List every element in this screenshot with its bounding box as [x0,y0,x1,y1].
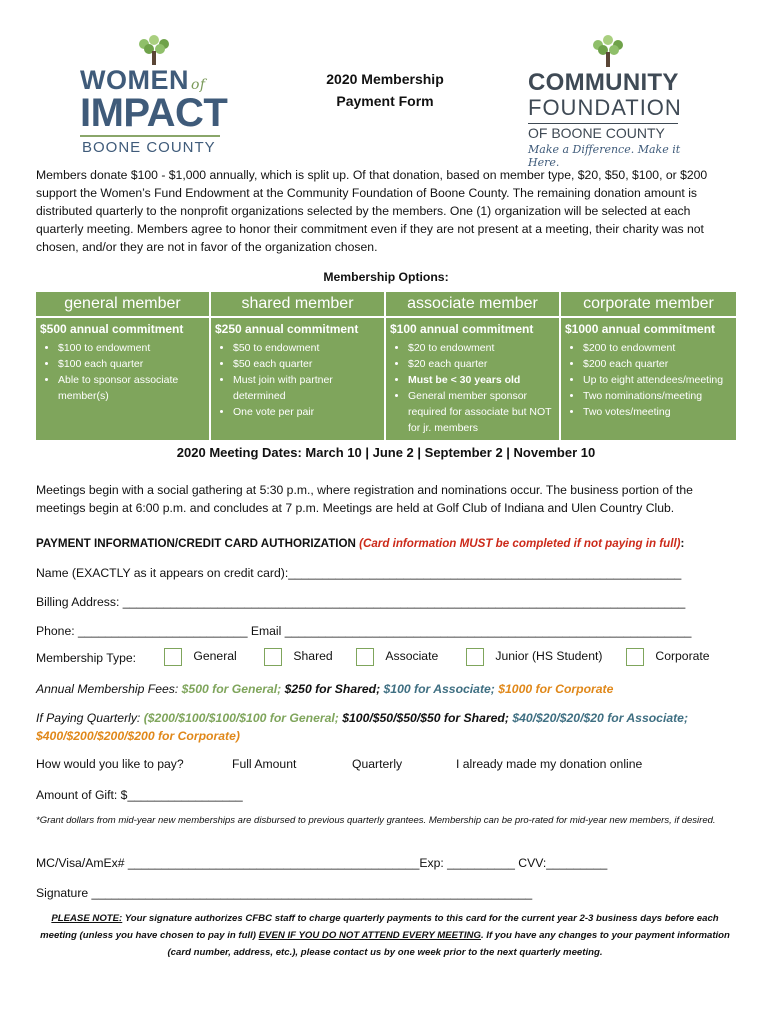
option-commitment: $250 annual commitment [215,322,359,336]
list-item: • $100 to endowment [58,340,205,356]
logo-of-text: of [190,77,206,93]
signature-field[interactable]: Signature _________________________________________________________________ [36,886,533,900]
annual-fees: Annual Membership Fees: $500 for General; $250 for Shared; $100 for Associate; $1000 for Corporate [36,682,614,696]
checkbox-label: Junior (HS Student) [495,649,603,664]
checkbox[interactable] [356,648,374,666]
grant-note: *Grant dollars from mid-year new memberships are disbursed to previous quarterly grantees. Membership can be pro-rated for mid-year new members, if desired. [36,815,716,826]
option-associate [386,292,561,440]
type-junior[interactable] [466,648,602,666]
type-corporate[interactable] [626,648,710,666]
pay-full-amount-option[interactable]: Full Amount [232,757,297,771]
membership-options-table [36,292,736,440]
option-name: general member [36,292,211,316]
list-item: • $200 each quarter [583,356,732,372]
how-to-pay-label: How would you like to pay? [36,757,184,771]
list-item: • One vote per pair [233,404,380,420]
name-field[interactable]: Name (EXACTLY as it appears on credit card):__________________________________________________________ [36,566,682,580]
options-heading: Membership Options: [323,270,449,284]
logo-impact-text: IMPACT [80,91,228,135]
list-item: • Must be < 30 years old [408,372,555,388]
option-shared [211,292,386,440]
community-foundation-logo [528,35,708,169]
meetings-paragraph: Meetings begin with a social gathering at 5:30 p.m., where registration and nominations occur. The business portion of the meetings begin at 6:00 p.m. and concludes at 7 p.m. Meetings are held at Golf Club of Indiana and Ulen Country Club. [36,483,693,515]
please-note: PLEASE NOTE: Your signature authorizes CFBC staff to charge quarterly payments to this card for the current year 2-3 business days before each meeting (unless you have chosen to pay in full) EVEN IF YOU DO NOT ATTEND EVERY MEETING. If you have any changes to your payment information (card number, address, etc.), please contact us by one week prior to the next quarterly meeting. [40,913,730,958]
paid-online-option[interactable]: I already made my donation online [456,757,643,771]
option-name: corporate member [561,292,736,316]
option-commitment: $100 annual commitment [390,322,534,336]
phone-email-field[interactable]: Phone: _________________________ Email ____________________________________________________________ [36,624,692,638]
list-item: • $20 each quarter [408,356,555,372]
type-associate[interactable] [356,648,438,666]
logo-community-text: COMMUNITY [528,69,679,96]
checkbox-label: General [193,649,237,664]
payment-heading-text: PAYMENT INFORMATION/CREDIT CARD AUTHORIZATION [36,537,356,550]
page-title: 2020 Membership Payment Form [326,71,444,109]
checkbox[interactable] [626,648,644,666]
list-item: • $50 to endowment [233,340,380,356]
list-item: • Two votes/meeting [583,404,732,420]
tree-icon [132,35,176,65]
tree-icon [586,35,630,67]
logo-boone-county-text: BOONE COUNTY [82,139,216,156]
gift-amount-field[interactable]: Amount of Gift: $_________________ [36,788,243,802]
option-name: associate member [386,292,561,316]
list-item: • $50 each quarter [233,356,380,372]
payment-heading: PAYMENT INFORMATION/CREDIT CARD AUTHORIZATION (Card information MUST be completed if not paying in full): [36,537,685,550]
list-item: • $200 to endowment [583,340,732,356]
checkbox[interactable] [264,648,282,666]
logo-women-text: WOMEN [80,65,189,95]
payment-heading-note: (Card information MUST be completed if not paying in full) [359,537,681,550]
intro-paragraph: Members donate $100 - $1,000 annually, which is split up. Of that donation, based on member type, $20, $50, $100, or $200 support the Women’s Fund Endowment at the Community Foundation of Boone County. The remaining donation amount is distributed quarterly to the nonprofit organizations selected by the members. One (1) organization will be selected at each quarterly meeting. Members agree to honor their commitment even if they are not present at a meeting, their charity was not chosen, and/or they are not in favor of the organization chosen. [36,168,708,254]
quarterly-fees: If Paying Quarterly: ($200/$100/$100/$100 for General; $100/$50/$50/$50 for Shared; $40/$20/$20/$20 for Associate; $400/$200/$200/$200 for Corporate) [36,711,689,743]
logo-divider [80,135,220,137]
list-item: • $20 to endowment [408,340,555,356]
type-general[interactable] [164,648,237,666]
logo-foundation-text: FOUNDATION [528,95,682,120]
checkbox[interactable] [164,648,182,666]
checkbox-label: Shared [293,649,333,664]
meeting-dates: 2020 Meeting Dates: March 10 | June 2 | September 2 | November 10 [176,445,596,460]
option-commitment: $1000 annual commitment [565,322,716,336]
checkbox[interactable] [466,648,484,666]
women-of-impact-logo [80,35,230,156]
type-shared[interactable] [264,648,333,666]
list-item: • Able to sponsor associate member(s) [58,372,205,404]
logo-divider [528,123,678,124]
list-item: • Must join with partner determined [233,372,380,404]
card-number-field[interactable]: MC/Visa/AmEx# ___________________________________________Exp: __________ CVV:_________ [36,856,608,870]
option-name: shared member [211,292,386,316]
pay-quarterly-option[interactable]: Quarterly [352,757,403,771]
list-item: • $100 each quarter [58,356,205,372]
logo-boone-county-text: OF BOONE COUNTY [528,125,665,141]
list-item: • General member sponsor required for associate but NOT for jr. members [408,388,555,436]
checkbox-label: Associate [385,649,439,664]
checkbox-label: Corporate [655,649,710,664]
option-commitment: $500 annual commitment [40,322,184,336]
list-item: • Up to eight attendees/meeting [583,372,732,388]
membership-type-label: Membership Type: [36,651,137,665]
option-corporate [561,292,736,440]
option-general [36,292,211,440]
list-item: • Two nominations/meeting [583,388,732,404]
billing-address-field[interactable]: Billing Address: ___________________________________________________________________________________ [36,595,686,609]
logo-tagline: Make a Difference. Make it Here. [528,143,681,169]
